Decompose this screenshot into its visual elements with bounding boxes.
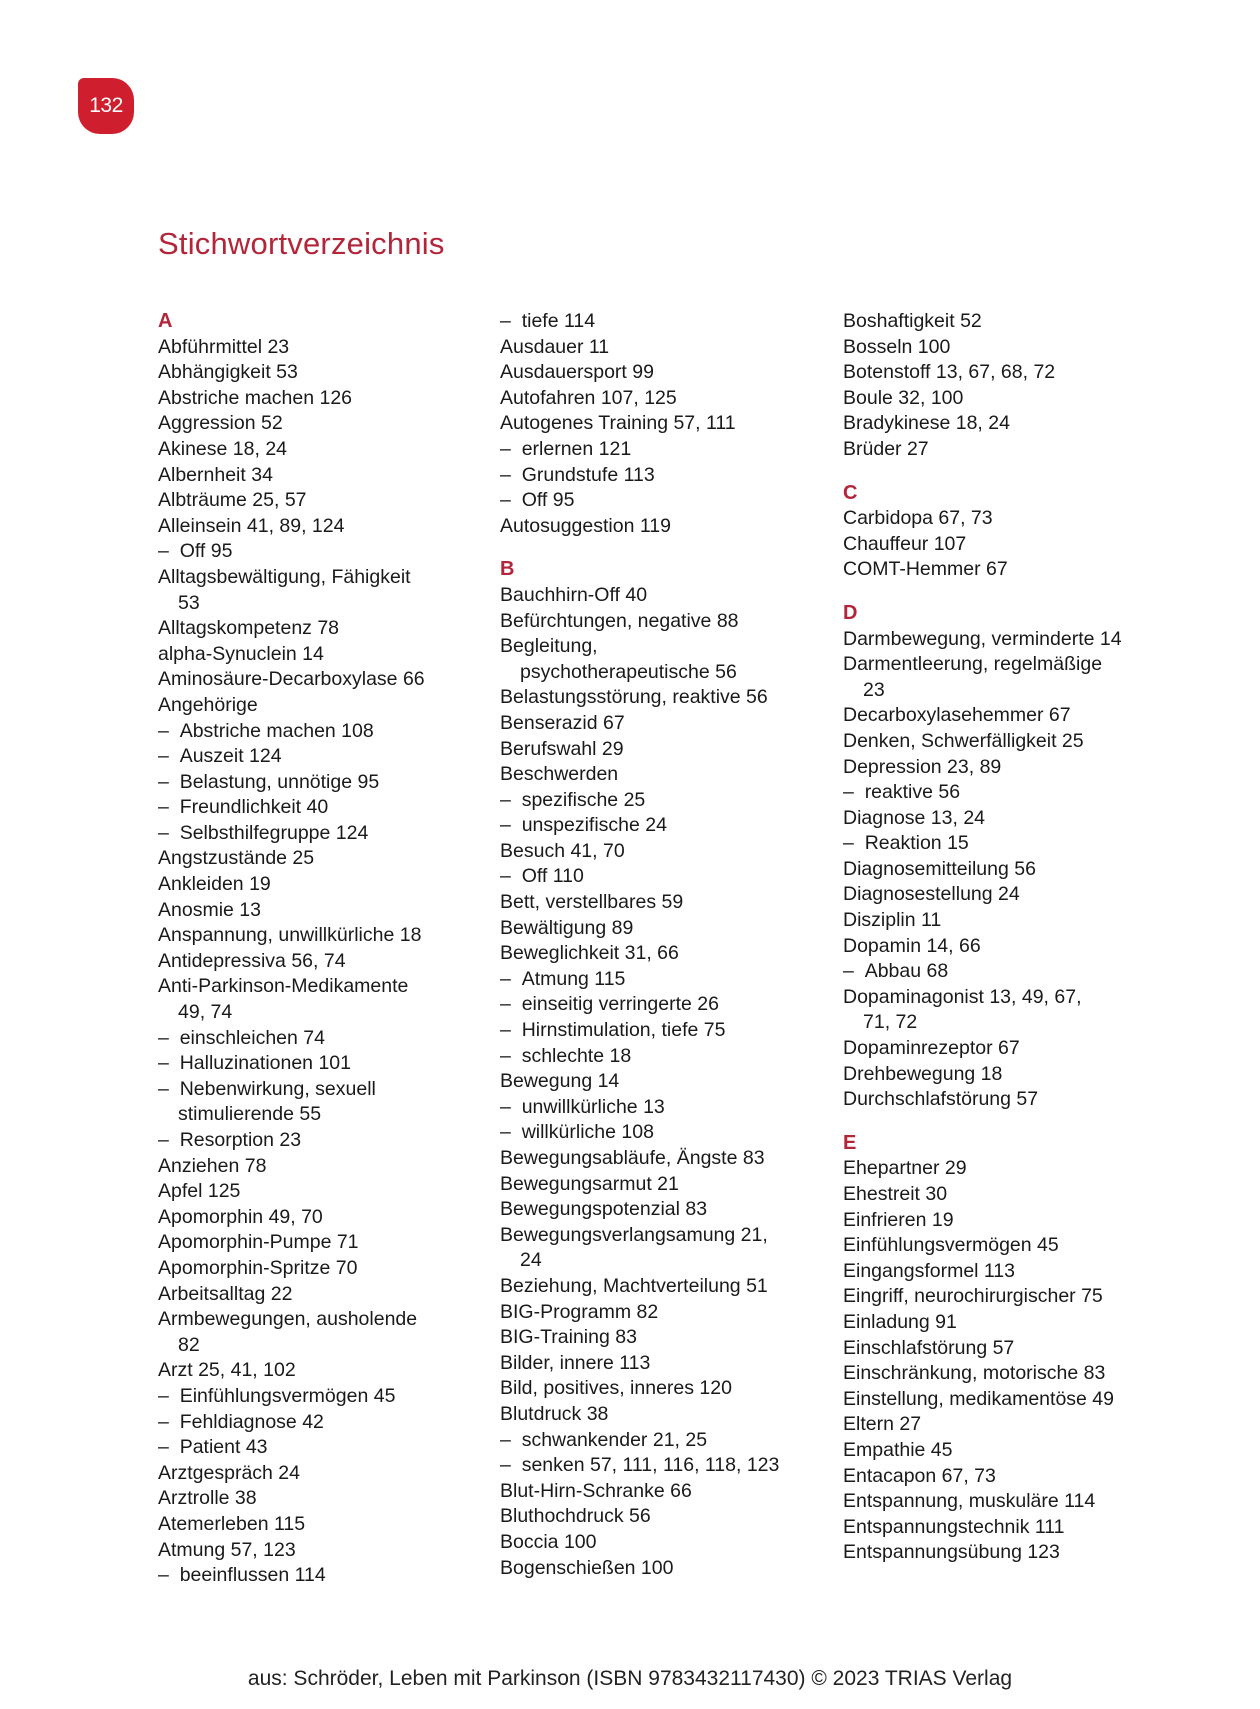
index-entry: Entspannungsübung 123: [843, 1541, 1060, 1564]
index-entry: Boule 32, 100: [843, 386, 964, 409]
index-entry: Bett, verstellbares 59: [500, 891, 684, 914]
index-entry: Apomorphin-Spritze 70: [158, 1256, 358, 1279]
section-letter: D: [843, 601, 858, 624]
index-subentry: – reaktive 56: [843, 780, 1122, 806]
index-entry: Anosmie 13: [158, 898, 261, 921]
index-entry: Bewegung 14: [500, 1070, 620, 1093]
page-number-badge: 132: [78, 78, 134, 134]
index-entry: Atemerleben 115: [158, 1512, 306, 1535]
index-entry: Diagnosemitteilung 56: [843, 857, 1036, 880]
index-entry: Aggression 52: [158, 412, 283, 435]
index-entry: Ausdauersport 99: [500, 361, 654, 384]
index-entry: Anziehen 78: [158, 1154, 267, 1177]
index-entry: Entacapon 67, 73: [843, 1464, 996, 1487]
index-entry: Arbeitsalltag 22: [158, 1282, 293, 1305]
index-entry: Drehbewegung 18: [843, 1062, 1003, 1085]
index-entry: Beziehung, Machtverteilung 51: [500, 1274, 768, 1297]
index-subentry: – schwankender 21, 25: [500, 1428, 779, 1454]
index-entry: Anspannung, unwillkürliche 18: [158, 924, 422, 947]
index-entry: Armbewegungen, ausholende: [158, 1308, 418, 1331]
index-entry: Empathie 45: [843, 1438, 953, 1461]
index-entry: Diagnose 13, 24: [843, 806, 986, 829]
index-entry: Benserazid 67: [500, 711, 625, 734]
index-entry: Arztrolle 38: [158, 1487, 257, 1510]
index-column-3: [843, 309, 1122, 1566]
index-entry: Apomorphin 49, 70: [158, 1205, 323, 1228]
index-subentry: – willkürliche 108: [500, 1120, 779, 1146]
index-entry-continuation: 53: [178, 591, 200, 614]
index-subentry: – Freundlichkeit 40: [158, 795, 425, 821]
index-entry: BIG-Programm 82: [500, 1300, 659, 1323]
index-entry: Bewältigung 89: [500, 916, 634, 939]
index-column-1: [158, 309, 425, 1589]
index-subentry: – Abstriche machen 108: [158, 719, 425, 745]
index-entry: COMT-Hemmer 67: [843, 558, 1008, 581]
index-entry: Eltern 27: [843, 1413, 922, 1436]
index-subentry: – Einfühlungsvermögen 45: [158, 1384, 425, 1410]
index-subentry: – Off 95: [500, 488, 779, 514]
index-entry: Dopaminrezeptor 67: [843, 1037, 1020, 1060]
index-subentry: – spezifische 25: [500, 788, 779, 814]
index-entry: Angstzustände 25: [158, 847, 315, 870]
index-entry: Ausdauer 11: [500, 335, 610, 358]
index-entry: Antidepressiva 56, 74: [158, 949, 346, 972]
index-entry: Entspannung, muskuläre 114: [843, 1490, 1096, 1513]
index-entry: Einschlafstörung 57: [843, 1336, 1015, 1359]
section-letter: A: [158, 310, 173, 332]
index-entry: Brüder 27: [843, 437, 929, 460]
index-entry: Abführmittel 23: [158, 335, 290, 358]
index-entry-continuation: psychotherapeutische 56: [520, 660, 737, 683]
index-entry: Ehestreit 30: [843, 1183, 948, 1205]
index-subentry: – senken 57, 111, 116, 118, 123: [500, 1453, 779, 1479]
index-subentry: – erlernen 121: [500, 437, 779, 463]
index-entry: BIG-Training 83: [500, 1326, 637, 1349]
index-entry: Ankleiden 19: [158, 873, 271, 896]
index-entry: Angehörige: [158, 693, 258, 716]
index-entry: Berufswahl 29: [500, 737, 624, 760]
index-entry: Eingangsformel 113: [843, 1259, 1015, 1282]
index-entry: Albernheit 34: [158, 463, 273, 486]
index-subentry: – Grundstufe 113: [500, 463, 779, 489]
index-entry: Bewegungsarmut 21: [500, 1172, 679, 1195]
index-entry: Belastungsstörung, reaktive 56: [500, 686, 768, 709]
index-entry: Apfel 125: [158, 1180, 241, 1203]
index-entry-continuation: stimulierende 55: [178, 1103, 322, 1126]
index-entry: Beweglichkeit 31, 66: [500, 942, 679, 965]
index-entry: Einladung 91: [843, 1310, 957, 1333]
index-entry: Boccia 100: [500, 1530, 597, 1553]
index-entry: Apomorphin-Pumpe 71: [158, 1231, 359, 1254]
index-subentry: – Fehldiagnose 42: [158, 1410, 425, 1436]
index-entry: Begleitung,: [500, 635, 598, 658]
index-subentry: – Off 110: [500, 864, 779, 890]
index-subentry: – Resorption 23: [158, 1128, 425, 1154]
index-subentry: – Abbau 68: [843, 959, 1122, 985]
index-entry: Bild, positives, inneres 120: [500, 1377, 732, 1400]
index-entry: Autofahren 107, 125: [500, 386, 677, 409]
index-entry: Carbidopa 67, 73: [843, 507, 993, 530]
index-entry: Befürchtungen, negative 88: [500, 609, 739, 632]
index-entry: Beschwerden: [500, 763, 619, 786]
index-subentry: – einseitig verringerte 26: [500, 992, 779, 1018]
index-entry: Ehepartner 29: [843, 1157, 967, 1180]
index-subentry: – Reaktion 15: [843, 831, 1122, 857]
index-entry: Bluthochdruck 56: [500, 1505, 651, 1528]
section-letter: C: [843, 481, 858, 504]
index-entry: Dopamin 14, 66: [843, 934, 981, 957]
index-subentry: – Hirnstimulation, tiefe 75: [500, 1018, 779, 1044]
index-entry: Entspannungstechnik 111: [843, 1515, 1065, 1538]
index-entry: Denken, Schwerfälligkeit 25: [843, 729, 1084, 752]
index-entry: Einfrieren 19: [843, 1208, 954, 1231]
index-entry: Alleinsein 41, 89, 124: [158, 514, 345, 537]
index-subentry: – Patient 43: [158, 1435, 425, 1461]
index-entry: Bradykinese 18, 24: [843, 412, 1010, 435]
index-entry: alpha-Synuclein 14: [158, 642, 324, 665]
index-entry: Besuch 41, 70: [500, 839, 625, 862]
index-entry: Bauchhirn-Off 40: [500, 583, 648, 606]
index-entry: Akinese 18, 24: [158, 437, 288, 460]
index-subentry: – Off 95: [158, 539, 425, 565]
index-entry: Aminosäure-Decarboxylase 66: [158, 668, 425, 691]
index-entry: Depression 23, 89: [843, 755, 1002, 778]
index-entry: Abstriche machen 126: [158, 386, 353, 409]
index-subentry: – unspezifische 24: [500, 813, 779, 839]
index-subentry: – Halluzinationen 101: [158, 1051, 425, 1077]
index-entry-continuation: 24: [520, 1249, 542, 1272]
index-entry: Dopaminagonist 13, 49, 67,: [843, 985, 1082, 1008]
index-entry: Einschränkung, motorische 83: [843, 1362, 1106, 1385]
index-subentry: – Auszeit 124: [158, 744, 425, 770]
index-entry: Bosseln 100: [843, 335, 951, 358]
index-subentry: – unwillkürliche 13: [500, 1095, 779, 1121]
index-subentry: – tiefe 114: [500, 309, 779, 335]
index-entry: Boshaftigkeit 52: [843, 310, 982, 332]
index-entry: Bewegungsabläufe, Ängste 83: [500, 1147, 765, 1169]
index-entry: Autogenes Training 57, 111: [500, 412, 736, 435]
index-entry: Botenstoff 13, 67, 68, 72: [843, 361, 1056, 384]
index-entry-continuation: 49, 74: [178, 1001, 233, 1024]
index-entry: Eingriff, neurochirurgischer 75: [843, 1285, 1103, 1308]
footer-citation: aus: Schröder, Leben mit Parkinson (ISBN 9783432117430) © 2023 TRIAS Verlag: [247, 1667, 1013, 1690]
index-entry: Abhängigkeit 53: [158, 361, 298, 384]
index-entry: Alltagsbewältigung, Fähigkeit: [158, 565, 411, 588]
section-letter: B: [500, 558, 515, 581]
index-entry: Einfühlungsvermögen 45: [843, 1234, 1059, 1257]
index-entry: Blutdruck 38: [500, 1402, 609, 1425]
index-entry: Disziplin 11: [843, 909, 942, 932]
index-entry-continuation: 71, 72: [863, 1011, 918, 1034]
index-entry: Autosuggestion 119: [500, 514, 671, 537]
index-entry: Alltagskompetenz 78: [158, 617, 340, 640]
index-entry: Atmung 57, 123: [158, 1538, 296, 1561]
index-entry: Bogenschießen 100: [500, 1556, 674, 1579]
index-entry: Chauffeur 107: [843, 532, 967, 555]
index-entry: Arzt 25, 41, 102: [158, 1359, 296, 1382]
index-subentry: – Belastung, unnötige 95: [158, 770, 425, 796]
index-entry: Darmbewegung, verminderte 14: [843, 627, 1122, 650]
index-subentry: – schlechte 18: [500, 1044, 779, 1070]
index-entry: Diagnosestellung 24: [843, 883, 1020, 906]
index-entry: Anti-Parkinson-Medikamente: [158, 975, 409, 998]
index-entry-continuation: 23: [863, 678, 885, 701]
index-entry: Blut-Hirn-Schranke 66: [500, 1479, 692, 1502]
section-letter: E: [843, 1131, 857, 1154]
index-entry-continuation: 82: [178, 1333, 200, 1356]
index-entry: Bewegungsverlangsamung 21,: [500, 1223, 768, 1246]
index-entry: Albträume 25, 57: [158, 489, 307, 512]
index-subentry: – Selbsthilfegruppe 124: [158, 821, 425, 847]
index-entry: Bilder, innere 113: [500, 1351, 651, 1374]
index-entry: Arztgespräch 24: [158, 1461, 300, 1484]
page-title: Stichwortverzeichnis: [158, 226, 445, 261]
index-entry: Bewegungspotenzial 83: [500, 1198, 708, 1221]
index-column-2: [500, 309, 779, 1581]
index-subentry: – Nebenwirkung, sexuell: [158, 1077, 425, 1103]
index-subentry: – beeinflussen 114: [158, 1563, 425, 1589]
index-subentry: – Atmung 115: [500, 967, 779, 993]
index-entry: Darmentleerung, regelmäßige: [843, 653, 1103, 676]
index-entry: Durchschlafstörung 57: [843, 1088, 1039, 1111]
index-entry: Decarboxylasehemmer 67: [843, 704, 1071, 727]
index-subentry: – einschleichen 74: [158, 1026, 425, 1052]
index-entry: Einstellung, medikamentöse 49: [843, 1387, 1114, 1410]
